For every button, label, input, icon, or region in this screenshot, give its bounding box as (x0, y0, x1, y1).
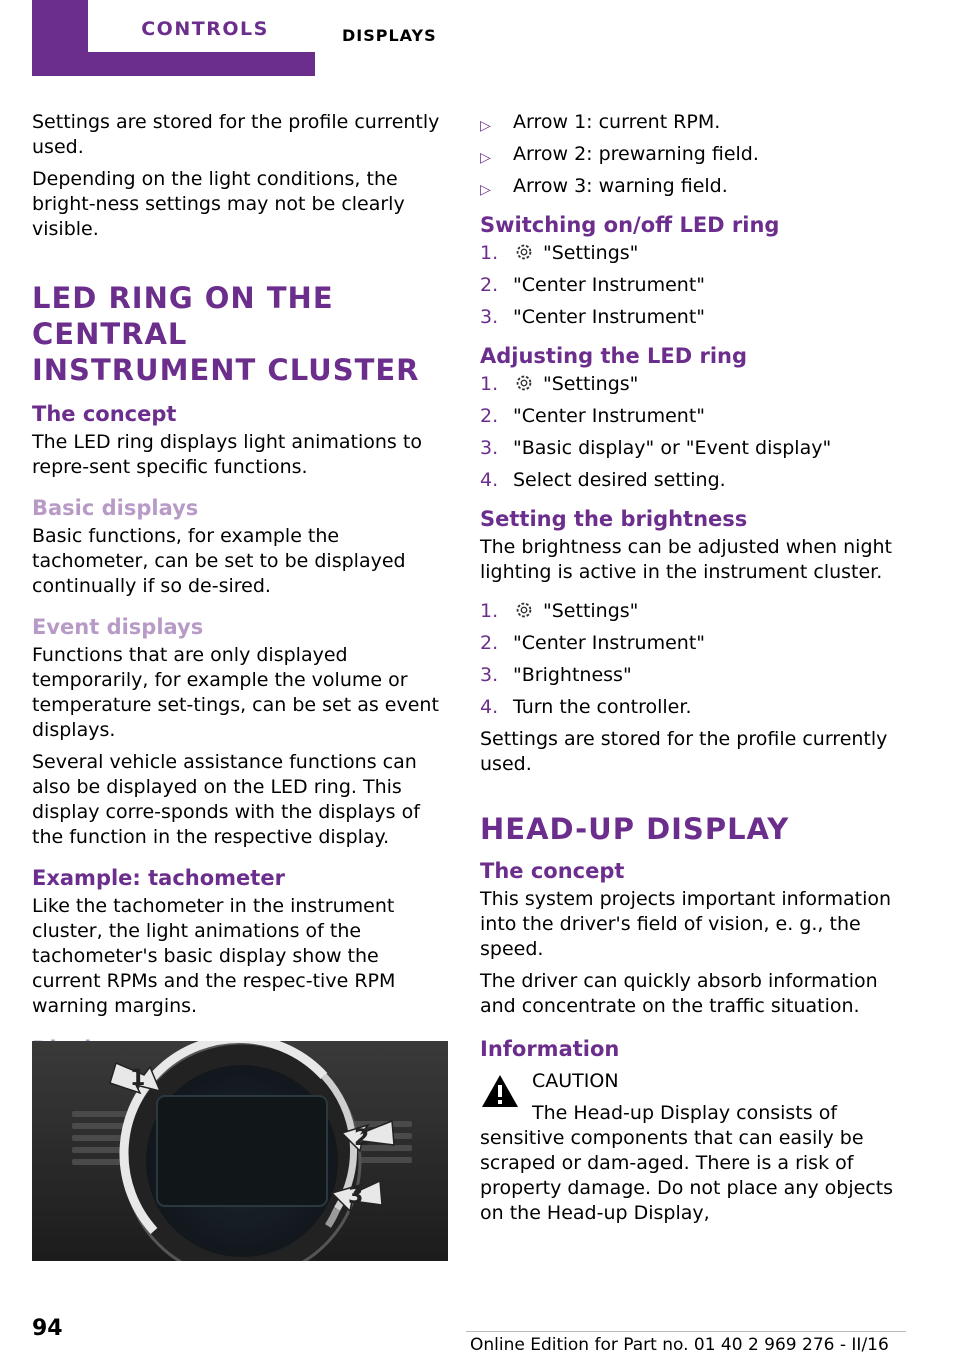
page-header (0, 0, 960, 80)
intro-paragraph-1: Settings are stored for the profile currently used. (32, 111, 440, 158)
concept-text: The LED ring displays light animations to repre‐sent specific functions. (32, 431, 422, 478)
event-displays-text-1: Functions that are only displayed temporarily, for example the volume or temperature set‐tings, can be set as event displays. (32, 644, 439, 741)
step-item: 3. "Basic display" or "Event display" (480, 437, 832, 459)
example-text: Like the tachometer in the instrument cluster, the light animations of the tachometer's basic display show the current RPMs and the respec‐tive RPM warning margins. (32, 895, 396, 1017)
switch-led-steps (480, 241, 900, 330)
chapter-tab-label: CONTROLS (141, 18, 269, 40)
caution-title: CAUTION (532, 1070, 619, 1092)
chapter-tab-active[interactable] (32, 0, 315, 76)
page-number: 94 (32, 1316, 63, 1341)
step-item: 1. "Settings" (480, 242, 639, 264)
example-heading: Example: tachometer (32, 866, 285, 890)
adjust-led-steps (480, 372, 900, 493)
basic-displays-heading: Basic displays (32, 496, 199, 520)
brightness-heading: Setting the brightness (480, 507, 748, 531)
settings-gear-icon (513, 372, 535, 394)
section-tab-label[interactable]: DISPLAYS (342, 26, 437, 45)
hud-concept-text-1: This system projects important information into the driver's field of vision, e. g., the speed. (480, 888, 892, 960)
led-ring-heading: LED RING ON THE CENTRAL INSTRUMENT CLUSTER (32, 281, 420, 387)
step-item: 2. "Center Instrument" (480, 632, 706, 654)
brightness-after-text: Settings are stored for the profile currently used. (480, 728, 888, 775)
triangle-bullet-icon: ▷ (480, 118, 491, 134)
switch-led-heading: Switching on/off LED ring (480, 213, 780, 237)
callout-label-2: 2 (354, 1126, 370, 1151)
led-ring-photo (32, 1041, 448, 1261)
callout-label-3: 3 (348, 1184, 364, 1209)
basic-displays-text: Basic functions, for example the tachometer, can be set to be displayed continually if so de‐sired. (32, 525, 406, 597)
settings-gear-icon (513, 241, 535, 263)
led-ring-illustration (32, 1041, 448, 1261)
event-displays-heading: Event displays (32, 615, 204, 639)
footer-divider (466, 1331, 906, 1332)
arrow-legend-item: ▷ Arrow 3: warning field. (480, 174, 900, 199)
right-column (480, 110, 900, 1233)
hud-concept-heading: The concept (480, 859, 625, 883)
left-column (32, 110, 448, 1065)
step-item: 1. "Settings" (480, 373, 639, 395)
caution-block (480, 1069, 900, 1226)
step-item: 3. "Brightness" (480, 664, 632, 686)
caution-text: The Head-up Display consists of sensitive components that can easily be scraped or dam‐aged. There is a risk of property damage. Do not place any objects on the Head-up Display, (480, 1102, 894, 1224)
step-item: 2. "Center Instrument" (480, 274, 706, 296)
hud-heading: HEAD-UP DISPLAY (480, 812, 790, 846)
warning-triangle-icon (480, 1073, 520, 1109)
step-item: 4. Turn the controller. (480, 696, 692, 718)
step-item: 2. "Center Instrument" (480, 405, 706, 427)
online-edition-text: Online Edition for Part no. 01 40 2 969 276 - II/16 (470, 1335, 889, 1355)
brightness-text: The brightness can be adjusted when night lighting is active in the instrument cluster. (480, 536, 892, 583)
step-item: 1. "Settings" (480, 600, 639, 622)
adjust-led-heading: Adjusting the LED ring (480, 344, 748, 368)
arrow-legend-list (480, 110, 900, 199)
intro-paragraph-2: Depending on the light conditions, the bright‐ness settings may not be clearly visible. (32, 168, 405, 240)
event-displays-text-2: Several vehicle assistance functions can also be displayed on the LED ring. This display corre‐sponds with the displays of the function in the respective display. (32, 751, 420, 848)
step-item: 3. "Center Instrument" (480, 306, 706, 328)
settings-gear-icon (513, 599, 535, 621)
arrow-legend-item: ▷ Arrow 1: current RPM. (480, 110, 900, 135)
callout-label-1: 1 (130, 1066, 146, 1091)
information-heading: Information (480, 1037, 620, 1061)
step-item: 4. Select desired setting. (480, 469, 726, 491)
triangle-bullet-icon: ▷ (480, 150, 491, 166)
concept-heading: The concept (32, 402, 177, 426)
hud-concept-text-2: The driver can quickly absorb information and concentrate on the traffic situation. (480, 970, 878, 1017)
triangle-bullet-icon: ▷ (480, 182, 491, 198)
brightness-steps (480, 599, 900, 720)
arrow-legend-item: ▷ Arrow 2: prewarning field. (480, 142, 900, 167)
